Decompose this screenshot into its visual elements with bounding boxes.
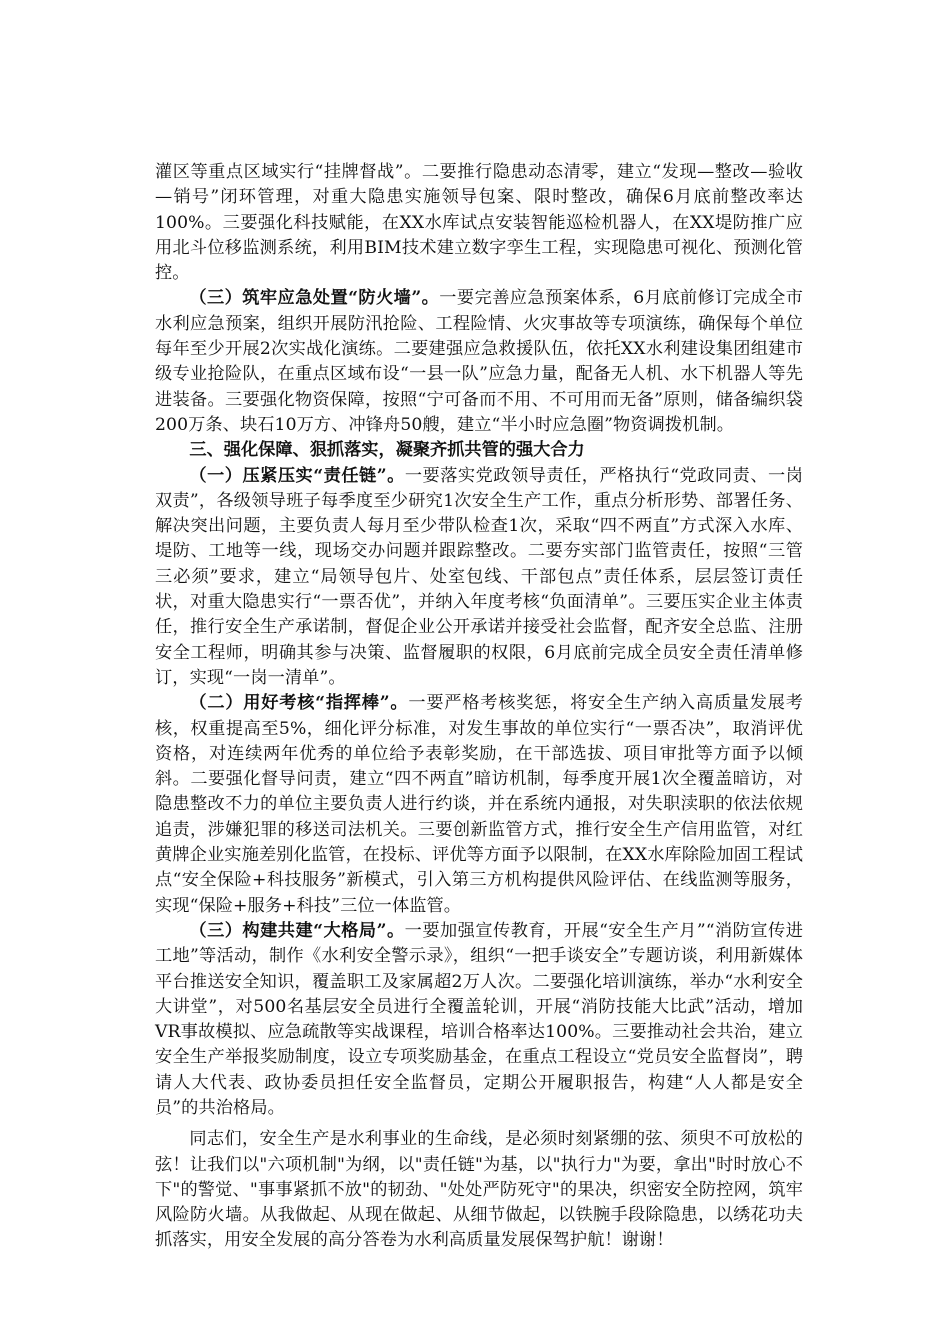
section-body-responsibility: 一要落实党政领导责任，严格执行“党政同责、一岗双责”，各级领导班子每季度至少研究1次安全生产工作，重点分析形势、部署任务、解决突出问题，主要负责人每月至少带队检查1次，采取“四不两直”方式深入水库、堤防、工地等一线，现场交办问题并跟踪整改。二要夯实部门监管责任，按照“三管三必须”要求，建立“局领导包片、处室包线、干部包点”责任体系，层层签订责任状，对重大隐患实行“一票否优”，并纳入年度考核“负面清单”。三要压实企业主体责任，推行安全生产承诺制，督促企业公开承诺并接受社会监督，配齐安全总监、注册安全工程师，明确其参与决策、监督履职的权限，6月底前完成全员安全责任清单修订，实现“一岗一清单”。 [155, 465, 803, 688]
paragraph-continued: 灌区等重点区域实行“挂牌督战”。二要推行隐患动态清零，建立“发现—整改—验收—销号”闭环管理，对重大隐患实施领导包案、限时整改，确保6月底前整改率达100%。三要强化科技赋能，在XX水库试点安装智能巡检机器人，在XX堤防推广应用北斗位移监测系统，利用BIM技术建立数字孪生工程，实现隐患可视化、预测化管控。 [155, 162, 803, 284]
section-lead-emergency: （三）筑牢应急处置“防火墙”。 [189, 288, 440, 309]
paragraph-emergency [155, 286, 803, 438]
paragraph-responsibility [155, 464, 803, 692]
chapter-heading: 三、强化保障、狠抓落实，凝聚齐抓共管的强大合力 [189, 440, 585, 461]
document-page [155, 160, 803, 1254]
closing-paragraph: 同志们，安全生产是水利事业的生命线，是必须时刻紧绷的弦、须臾不可放松的弦！让我们以"六项机制"为纲，以"责任链"为基，以"执行力"为要，拿出"时时放心不下"的警觉、"事事紧抓不放"的韧劲、"处处严防死守"的果决，织密安全防控网，筑牢风险防火墙。从我做起、从现在做起、从细节做起，以铁腕手段除隐患，以绣花功夫抓落实，用安全发展的高分答卷为水利高质量发展保驾护航！谢谢！ [155, 1129, 803, 1251]
section-lead-responsibility: （一）压紧压实“责任链”。 [189, 465, 405, 486]
section-body-coconstruction: 一要加强宣传教育，开展“安全生产月”“消防宣传进工地”等活动，制作《水利安全警示录》，组织“一把手谈安全”专题访谈，利用新媒体平台推送安全知识，覆盖职工及家属超2万人次。二要强化培训演练，举办“水利安全大讲堂”，对500名基层安全员进行全覆盖轮训，开展“消防技能大比武”活动，增加VR事故模拟、应急疏散等实战课程，培训合格率达100%。三要推动社会共治，建立安全生产举报奖励制度，设立专项奖励基金，在重点工程设立“党员安全监督岗”，聘请人大代表、政协委员担任安全监督员，定期公开履职报告，构建“人人都是安全员”的共治格局。 [155, 920, 803, 1118]
section-body-emergency: 一要完善应急预案体系，6月底前修订完成全市水利应急预案，组织开展防汛抢险、工程险情、火灾事故等专项演练，确保每个单位每年至少开展2次实战化演练。二要建强应急救援队伍，依托XX水利建设集团组建市级专业抢险队，在重点区域布设“一县一队”应急力量，配备无人机、水下机器人等先进装备。三要强化物资保障，按照“宁可备而不用、不可用而无备”原则，储备编织袋200万条、块石10万方、冲锋舟50艘，建立“半小时应急圈”物资调拨机制。 [155, 288, 803, 435]
paragraph-assessment [155, 691, 803, 919]
section-lead-assessment: （二）用好考核“指挥棒”。 [189, 693, 409, 714]
section-lead-coconstruction: （三）构建共建“大格局”。 [189, 920, 405, 941]
section-body-assessment: 一要严格考核奖惩，将安全生产纳入高质量发展考核，权重提高至5%，细化评分标准，对发生事故的单位实行“一票否决”，取消评优资格，对连续两年优秀的单位给予表彰奖励，在干部选拔、项目审批等方面予以倾斜。二要强化督导问责，建立“四不两直”暗访机制，每季度开展1次全覆盖暗访，对隐患整改不力的单位主要负责人进行约谈，并在系统内通报，对失职渎职的依法依规追责，涉嫌犯罪的移送司法机关。三要创新监管方式，推行安全生产信用监管，对红黄牌企业实施差别化监管，在投标、评优等方面予以限制，在XX水库除险加固工程试点“安全保险+科技服务”新模式，引入第三方机构提供风险评估、在线监测等服务，实现“保险+服务+科技”三位一体监管。 [155, 693, 803, 916]
paragraph-coconstruction [155, 919, 803, 1121]
